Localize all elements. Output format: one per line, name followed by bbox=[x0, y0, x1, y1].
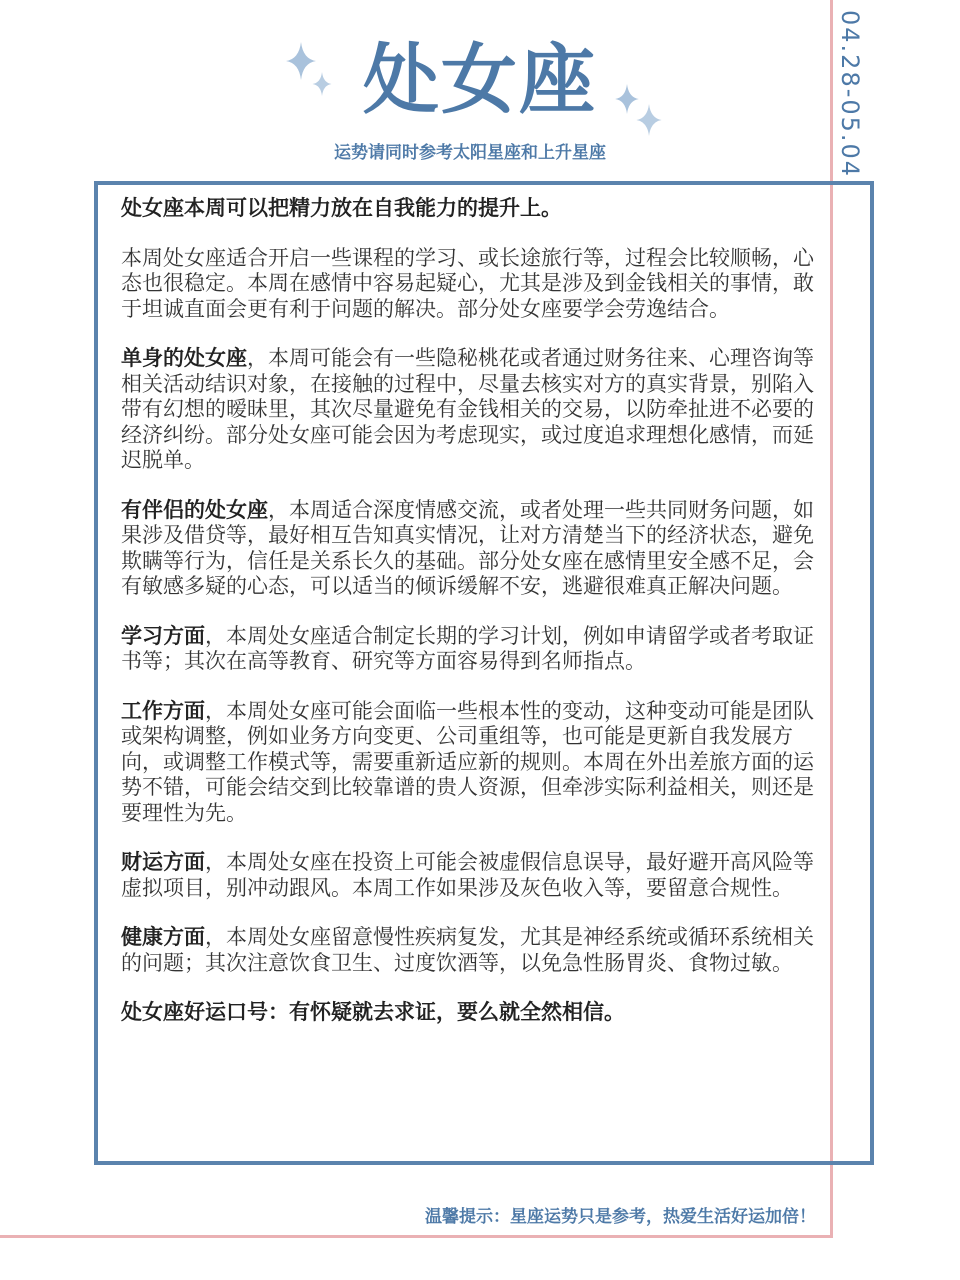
section-partnered bbox=[121, 498, 819, 600]
subtitle: 运势请同时参考太阳星座和上升星座 bbox=[334, 143, 606, 163]
section-work bbox=[121, 699, 819, 827]
intro-paragraph: 处女座本周可以把精力放在自我能力的提升上。 bbox=[121, 196, 562, 220]
general-paragraph: 本周处女座适合开启一些课程的学习、或长途旅行等，过程会比较顺畅，心态也很稳定。本周在感情中容易起疑心，尤其是涉及到金钱相关的事情，敢于坦诚直面会更有利于问题的解决。部分处女座要学会劳逸结合。 bbox=[121, 245, 814, 321]
section-heading: 健康方面 bbox=[121, 925, 205, 949]
section-heading: 财运方面 bbox=[121, 850, 205, 874]
date-range: 04.28-05.04 bbox=[836, 10, 864, 179]
section-heading: 有伴侣的处女座 bbox=[121, 497, 268, 522]
section-text: ，本周处女座留意慢性疾病复发，尤其是神经系统或循环系统相关的问题；其次注意饮食卫生、过度饮酒等，以免急性肠胃炎、食物过敏。 bbox=[121, 925, 814, 975]
section-text: ，本周适合深度情感交流，或者处理一些共同财务问题，如果涉及借贷等，最好相互告知真实情况，让对方清楚当下的经济状态，避免欺瞒等行为，信任是关系长久的基础。部分处女座在感情里安全感不足，会有敏感多疑的心态，可以适当的倾诉缓解不安，逃避很难真正解决问题。 bbox=[121, 497, 814, 598]
footer-tip: 温馨提示：星座运势只是参考，热爱生活好运加倍！ bbox=[425, 1207, 816, 1227]
section-single bbox=[121, 346, 819, 474]
slogan-paragraph: 处女座好运口号：有怀疑就去求证，要么就全然相信。 bbox=[121, 1000, 625, 1024]
pink-horizontal-line bbox=[0, 1235, 833, 1238]
horoscope-content bbox=[121, 196, 819, 1050]
section-wealth bbox=[121, 850, 819, 901]
section-study bbox=[121, 624, 819, 675]
page-title: 处女座 bbox=[363, 35, 597, 124]
section-heading: 学习方面 bbox=[121, 623, 205, 648]
section-text: ，本周处女座在投资上可能会被虚假信息误导，最好避开高风险等虚拟项目，别冲动跟风。本周工作如果涉及灰色收入等，要留意合规性。 bbox=[121, 850, 814, 900]
section-text: ，本周处女座可能会面临一些根本性的变动，这种变动可能是团队或架构调整，例如业务方向变更、公司重组等，也可能是更新自我发展方向，或调整工作模式等，需要重新适应新的规则。本周在外出差旅方面的运势不错，可能会结交到比较靠谱的贵人资源，但牵涉实际利益相关，则还是要理性为先。 bbox=[121, 698, 814, 825]
section-text: ，本周可能会有一些隐秘桃花或者通过财务往来、心理咨询等相关活动结识对象，在接触的过程中，尽量去核实对方的真实背景，别陷入带有幻想的暧昧里，其次尽量避免有金钱相关的交易，以防牵扯进不必要的经济纠纷。部分处女座可能会因为考虑现实，或过度追求理想化感情，而延迟脱单。 bbox=[121, 346, 814, 472]
section-health bbox=[121, 925, 819, 976]
section-heading: 工作方面 bbox=[121, 698, 205, 723]
section-heading: 单身的处女座 bbox=[121, 346, 247, 370]
section-text: ，本周处女座适合制定长期的学习计划，例如申请留学或者考取证书等；其次在高等教育、研究等方面容易得到名师指点。 bbox=[121, 623, 814, 673]
